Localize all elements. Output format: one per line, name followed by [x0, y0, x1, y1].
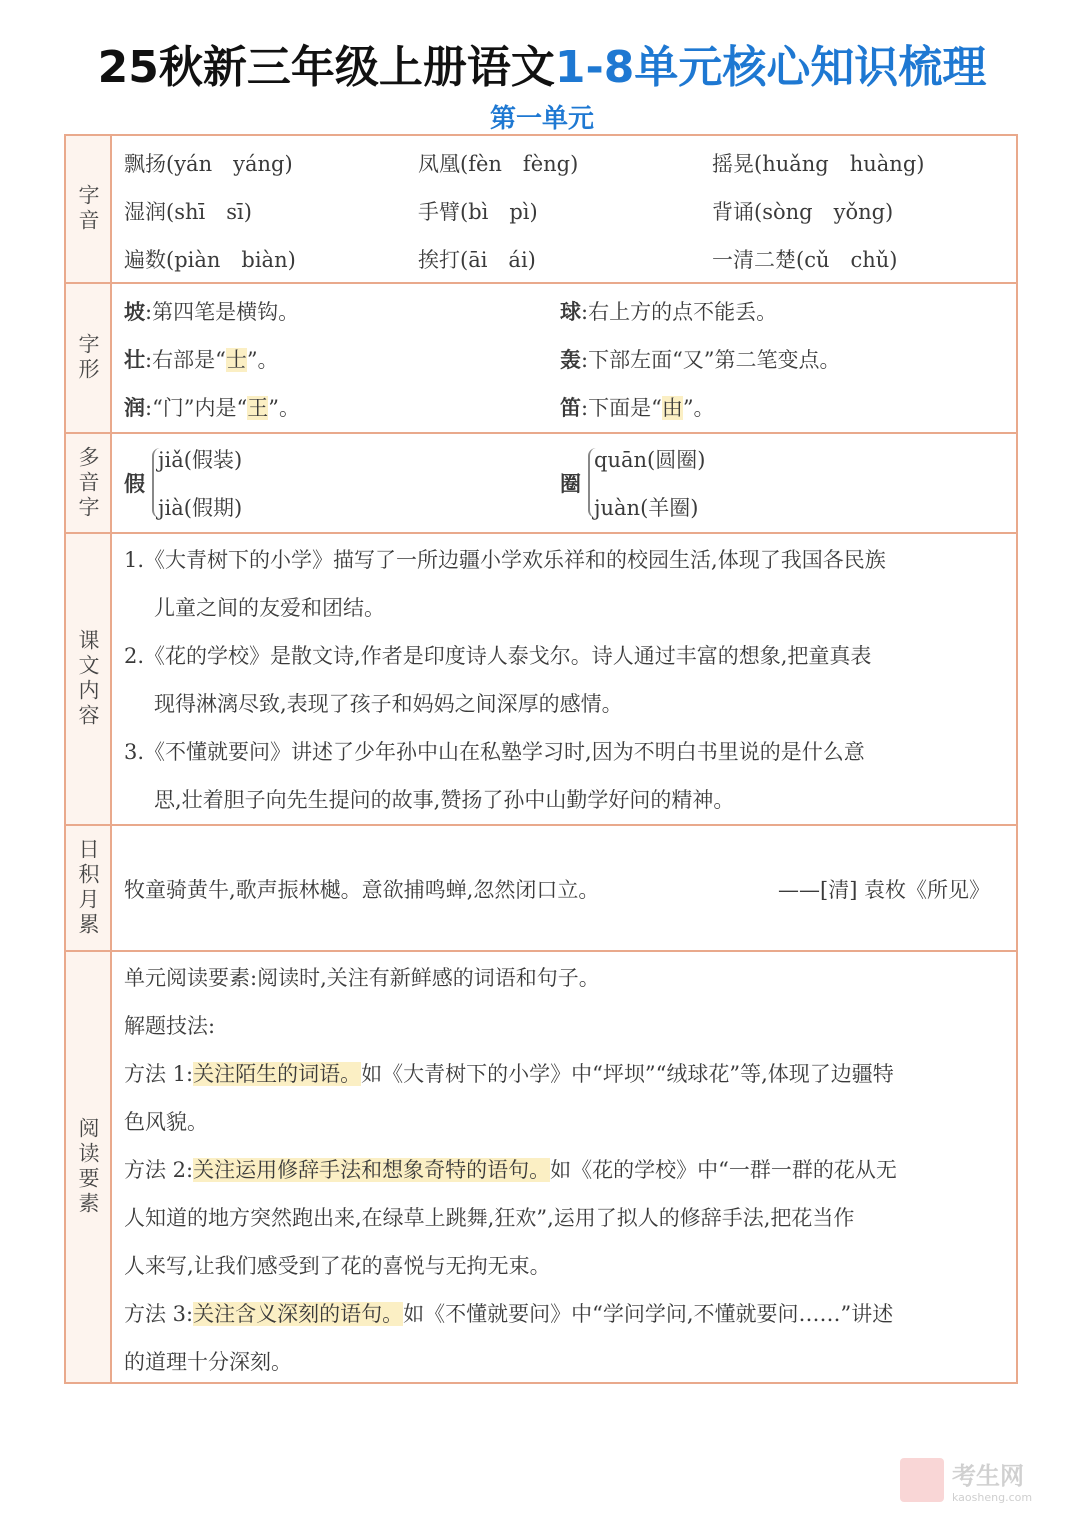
watermark-name: 考生网 — [952, 1462, 1024, 1490]
polyphone-reading: jià(假期) — [158, 496, 243, 520]
section-label: 多音字 — [66, 434, 112, 532]
section-label: 课文内容 — [66, 534, 112, 824]
glyph-item: 壮:右部是“士”。 — [124, 347, 279, 372]
glyph-item: 润:“门”内是“王”。 — [124, 395, 301, 420]
polyphone-reading: juàn(羊圈) — [594, 496, 699, 520]
section-label: 日积月累 — [66, 826, 112, 950]
pinyin-item: 背诵(sòng yǒng) — [712, 200, 894, 224]
pinyin-item: 手臂(bì pì) — [418, 200, 538, 224]
reading-elements: 单元阅读要素:阅读时,关注有新鲜感的词语和句子。 解题技法: 方法 1:关注陌生的词语。如《大青树下的小学》中“坪坝”“绒球花”等,体现了边疆特 色风貌。 方法 2:关注运用修辞手法和想象奇特的语句。如《花的学校》中“一群一群的花从无 人知道的地方突然跑出来,在绿草上跳舞,狂欢”,运用了拟人的修辞手法,把花当作 人来写,让我们感受到了花的喜悦与无拘无束。 方法 3:关注含义深刻的语句。如《不懂就要问》中“学问学问,不懂就要问……”讲述 的道理十分深刻。 — [124, 966, 897, 1374]
unit-subtitle: 第一单元 — [489, 104, 594, 134]
glyph-item: 轰:下部左面“又”第二笔变点。 — [560, 347, 841, 372]
watermark-logo-icon — [900, 1458, 944, 1502]
section-ke-wen — [66, 534, 1016, 826]
watermark-url: kaosheng.com — [952, 1491, 1033, 1504]
section-label: 字音 — [66, 136, 112, 282]
section-label: 阅读要素 — [66, 952, 112, 1382]
section-duo-yin — [66, 434, 1016, 534]
pinyin-item: 一清二楚(cǔ chǔ) — [712, 248, 898, 272]
polyphone-char: 圈 — [560, 471, 581, 496]
polyphone-reading: jiǎ(假装) — [158, 448, 243, 472]
glyph-item: 球:右上方的点不能丢。 — [560, 299, 778, 324]
pinyin-item: 挨打(āi ái) — [418, 248, 536, 272]
pinyin-item: 遍数(piàn biàn) — [124, 248, 296, 272]
pinyin-item: 凤凰(fèn fèng) — [418, 152, 579, 176]
glyph-item: 笛:下面是“由”。 — [560, 395, 715, 420]
section-yue-du — [66, 952, 1016, 1382]
title-part1: 25秋新三年级上册语文 — [97, 42, 555, 93]
poem-text: 牧童骑黄牛,歌声振林樾。意欲捕鸣蝉,忽然闭口立。 — [124, 878, 600, 902]
pinyin-item: 飘扬(yán yáng) — [124, 152, 293, 176]
title-part2: 1-8单元核心知识梳理 — [554, 42, 987, 93]
knowledge-table — [64, 134, 1018, 1384]
pinyin-item: 摇晃(huǎng huàng) — [712, 152, 925, 176]
glyph-item: 坡:第四笔是横钩。 — [124, 299, 300, 324]
watermark — [900, 1452, 1070, 1508]
section-label: 字形 — [66, 284, 112, 432]
polyphone-reading: quān(圆圈) — [594, 448, 706, 472]
page-title — [0, 40, 1084, 96]
section-zi-xing — [66, 284, 1016, 434]
lesson-paragraphs: 1.《大青树下的小学》描写了一所边疆小学欢乐祥和的校园生活,体现了我国各民族 儿童之间的友爱和团结。 2.《花的学校》是散文诗,作者是印度诗人泰戈尔。诗人通过丰富的想象,把童真表 现得淋漓尽致,表现了孩子和妈妈之间深厚的感情。 3.《不懂就要问》讲述了少年孙中山在私塾学习时,因为不明白书里说的是什么意 思,壮着胆子向先生提问的故事,赞扬了孙中山勤学好问的精神。 — [124, 548, 886, 812]
section-ri-ji — [66, 826, 1016, 952]
section-zi-yin — [66, 136, 1016, 284]
polyphone-char: 假 — [124, 471, 145, 496]
pinyin-item: 湿润(shī sī) — [124, 200, 252, 224]
poem-source: ——[清] 袁枚《所见》 — [778, 878, 991, 902]
